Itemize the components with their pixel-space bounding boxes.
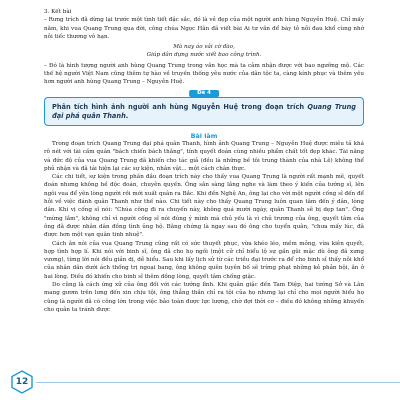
page-number-badge <box>10 370 34 394</box>
prompt-block <box>44 89 364 126</box>
prompt-tab: Đề 4 <box>189 90 219 97</box>
intro-paragraph-1: – Rưng trích đã dừng lại trước một tình tiết đặc sắc, đó là vẻ đẹp của một người anh hùng Nguyễn Huệ. Chỉ mấy năm, khi vua Quang Trung qua đời, công chúa Ngọc Hân đã viết bài Ai tư văn để bày tỏ nỗi đau khổ cùng nhớ nỗi tiếc thương vô hạn. <box>44 17 364 40</box>
answer-heading: Bài làm <box>190 131 218 140</box>
section-label: 3. Kết bài <box>44 9 72 15</box>
page-content <box>44 8 364 314</box>
prompt-title-b: . <box>125 111 129 120</box>
footer-rule <box>36 382 400 383</box>
body-paragraph-2: Các chi tiết, sự kiện trong phần đầu đoạn trích này cho thấy vua Quang Trung là người rất mạnh mẽ, quyết đoán nhưng không hề độc đoán, chuyên quyền. Ông sẵn sàng lắng nghe và làm theo ý kiến của tướng sĩ, lên ngôi vua để yên lòng người rồi mới xuất quân ra Bắc. Khi đến Nghệ An, ông lại cho vời một người cống sĩ đến để hỏi về việc đánh quân Thanh như thế nào. Chi tiết này cho thấy Quang Trung luôn quan tâm đến ý dân, lòng dân. Khi vị cống sĩ nói: "Chúa công đi ra chuyến này, không quá mười ngày, quân Thanh sẽ bị dẹp tan". Ông "mừng lắm", không chỉ vì người cống sĩ nói đúng ý mình mà chủ yếu là vì chủ trương của ông, quyết tâm của ông đã được nhân dân đồng tình ủng hộ. Bằng chứng là ngay sau đó ông cho tuyển quân, "chưa mấy lúc, đã được hơn một vạn quân tinh nhuệ". <box>44 174 364 239</box>
verse-line-2: Giúp dân dựng nước xiết bao công trình. <box>146 52 262 59</box>
body-paragraph-4: Do cũng là cách ứng xử của ông đối với các tướng lĩnh. Khi quân giặc đến Tam Điệp, hai tướng Sở và Lân mang gươm trên lưng đến xin chịu tội, ông thẳng thắn chỉ ra tội của họ nhưng lại chỉ cho mọi người hiểu họ cũng là người đã có công lớn trong việc bảo toàn được lực lượng, chờ đợi thời cơ – điều đó không những khuyến cho quân ta tránh được <box>44 282 364 313</box>
intro-paragraph-2: – Đó là hình tượng người anh hùng Quang Trung trong văn học mà ta cảm nhận được với bao ngưỡng mộ. Các thế hệ người Việt Nam cũng thêm tự hào về truyền thống yêu nước của dân tộc ta, càng kính phục và thêm yêu hơn người anh hùng Quang Trung – Nguyễn Huệ. <box>44 62 364 86</box>
prompt-title-italic: Quang Trung đại phá quân Thanh <box>52 102 356 120</box>
page-number: 12 <box>15 377 29 387</box>
prompt-title-a: Phân tích hình ảnh người anh hùng Nguyễn Huệ trong đoạn trích <box>52 102 308 111</box>
prompt-box <box>44 97 364 126</box>
body-paragraph-1: Trong đoạn trích Quang Trung đại phá quân Thanh, hình ảnh Quang Trung – Nguyễn Huệ được miêu tả khá rõ nét với tài cầm quân "bách chiến bách thắng", tính quyết đoán cùng nhiều phẩm chất tốt đẹp khác. Tài năng và đức độ của vua Quang Trung đã khiến cho tác giả (đều là những bề tôi trung thành của nhà Lê) không thể phủ nhận và đã tái hiện lại các sự kiện, nhân vật... một cách chân thực. <box>44 140 364 172</box>
body-paragraph-3: Cách ăn nói của vua Quang Trung cũng rất có sức thuyết phục, vừa khéo léo, mềm mỏng, vừa kiên quyết, hợp tình hợp lí. Khi nói với binh sĩ, ông đã cho họ ngồi (một cử chỉ biểu lộ sự gần gũi mặc dù ông đã xưng vương), từng lời nói đều giản dị, dễ hiểu. Sau khi lấy lịch sử từ các triều đại trước ra để cho binh sĩ thấy nỗi khổ của nhân dân dưới ách thống trị ngoại bang, ông không quên tuyên bố sẽ trừng phạt những kẻ phản bội, ăn ở hai lòng. Điều đó khiến cho binh sĩ thêm đồng lòng, quyết tâm chống giặc. <box>44 240 364 280</box>
verse-line-1: Mà nay áo vải cờ đào, <box>173 44 235 51</box>
verse-block <box>44 43 364 60</box>
